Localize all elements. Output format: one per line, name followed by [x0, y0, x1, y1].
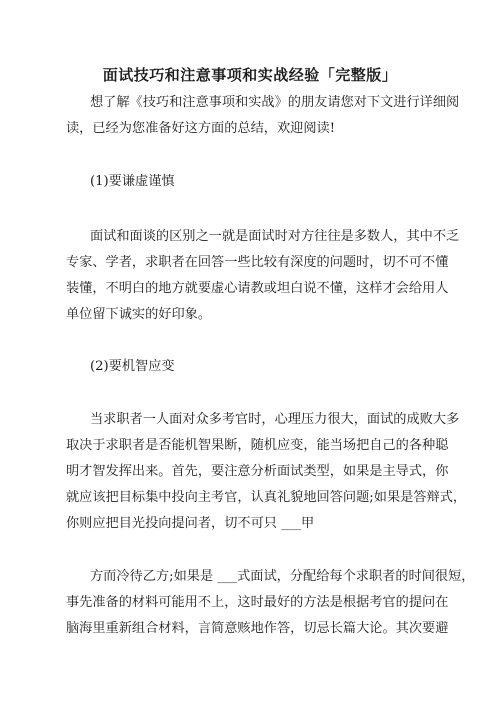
section2-line-4: 就应该把目标集中投向主考官，认真礼貌地回答问题;如果是答辩式， — [66, 490, 467, 505]
intro-line-2: 读，已经为您准备好这方面的总结，欢迎阅读! — [66, 121, 336, 136]
section1-heading: (1)要谦虚谨慎 — [90, 174, 175, 189]
section2-line-1: 当求职者一人面对众多考官时，心理压力很大，面试的成败大多 — [90, 412, 460, 427]
section2-line-2: 取决于求职者是否能机智果断，随机应变，能当场把自己的各种聪 — [66, 438, 449, 453]
section1-line-4: 单位留下诚实的好印象。 — [66, 307, 212, 322]
section2-line-5: 你则应把目光投向提问者，切不可只 ___甲 — [66, 516, 315, 531]
section2-line-3: 明才智发挥出来。首先，要注意分析面试类型，如果是主导式，你 — [66, 464, 449, 479]
section2-cont-line-2: 事先准备的材料可能用不上，这时最好的方法是根据考官的提问在 — [66, 595, 449, 610]
section2-heading: (2)要机智应变 — [90, 359, 175, 374]
document-title: 面试技巧和注意事项和实战经验「完整版」 — [102, 66, 398, 84]
section2-cont-line-3: 脑海里重新组合材料，言简意赅地作答，切忌长篇大论。其次要避 — [66, 621, 449, 636]
section1-line-3: 装懂，不明白的地方就要虚心请教或坦白说不懂，这样才会给用人 — [66, 281, 449, 296]
section1-line-1: 面试和面谈的区别之一就是面试时对方往往是多数人，其中不乏 — [90, 229, 460, 244]
section1-line-2: 专家、学者，求职者在回答一些比较有深度的问题时，切不可不懂 — [66, 255, 449, 270]
intro-line-1: 想了解《技巧和注意事项和实战》的朋友请您对下文进行详细阅 — [90, 95, 460, 110]
section2-cont-line-1: 方而冷待乙方;如果是 ___式面试，分配给每个求职者的时间很短， — [90, 569, 475, 584]
